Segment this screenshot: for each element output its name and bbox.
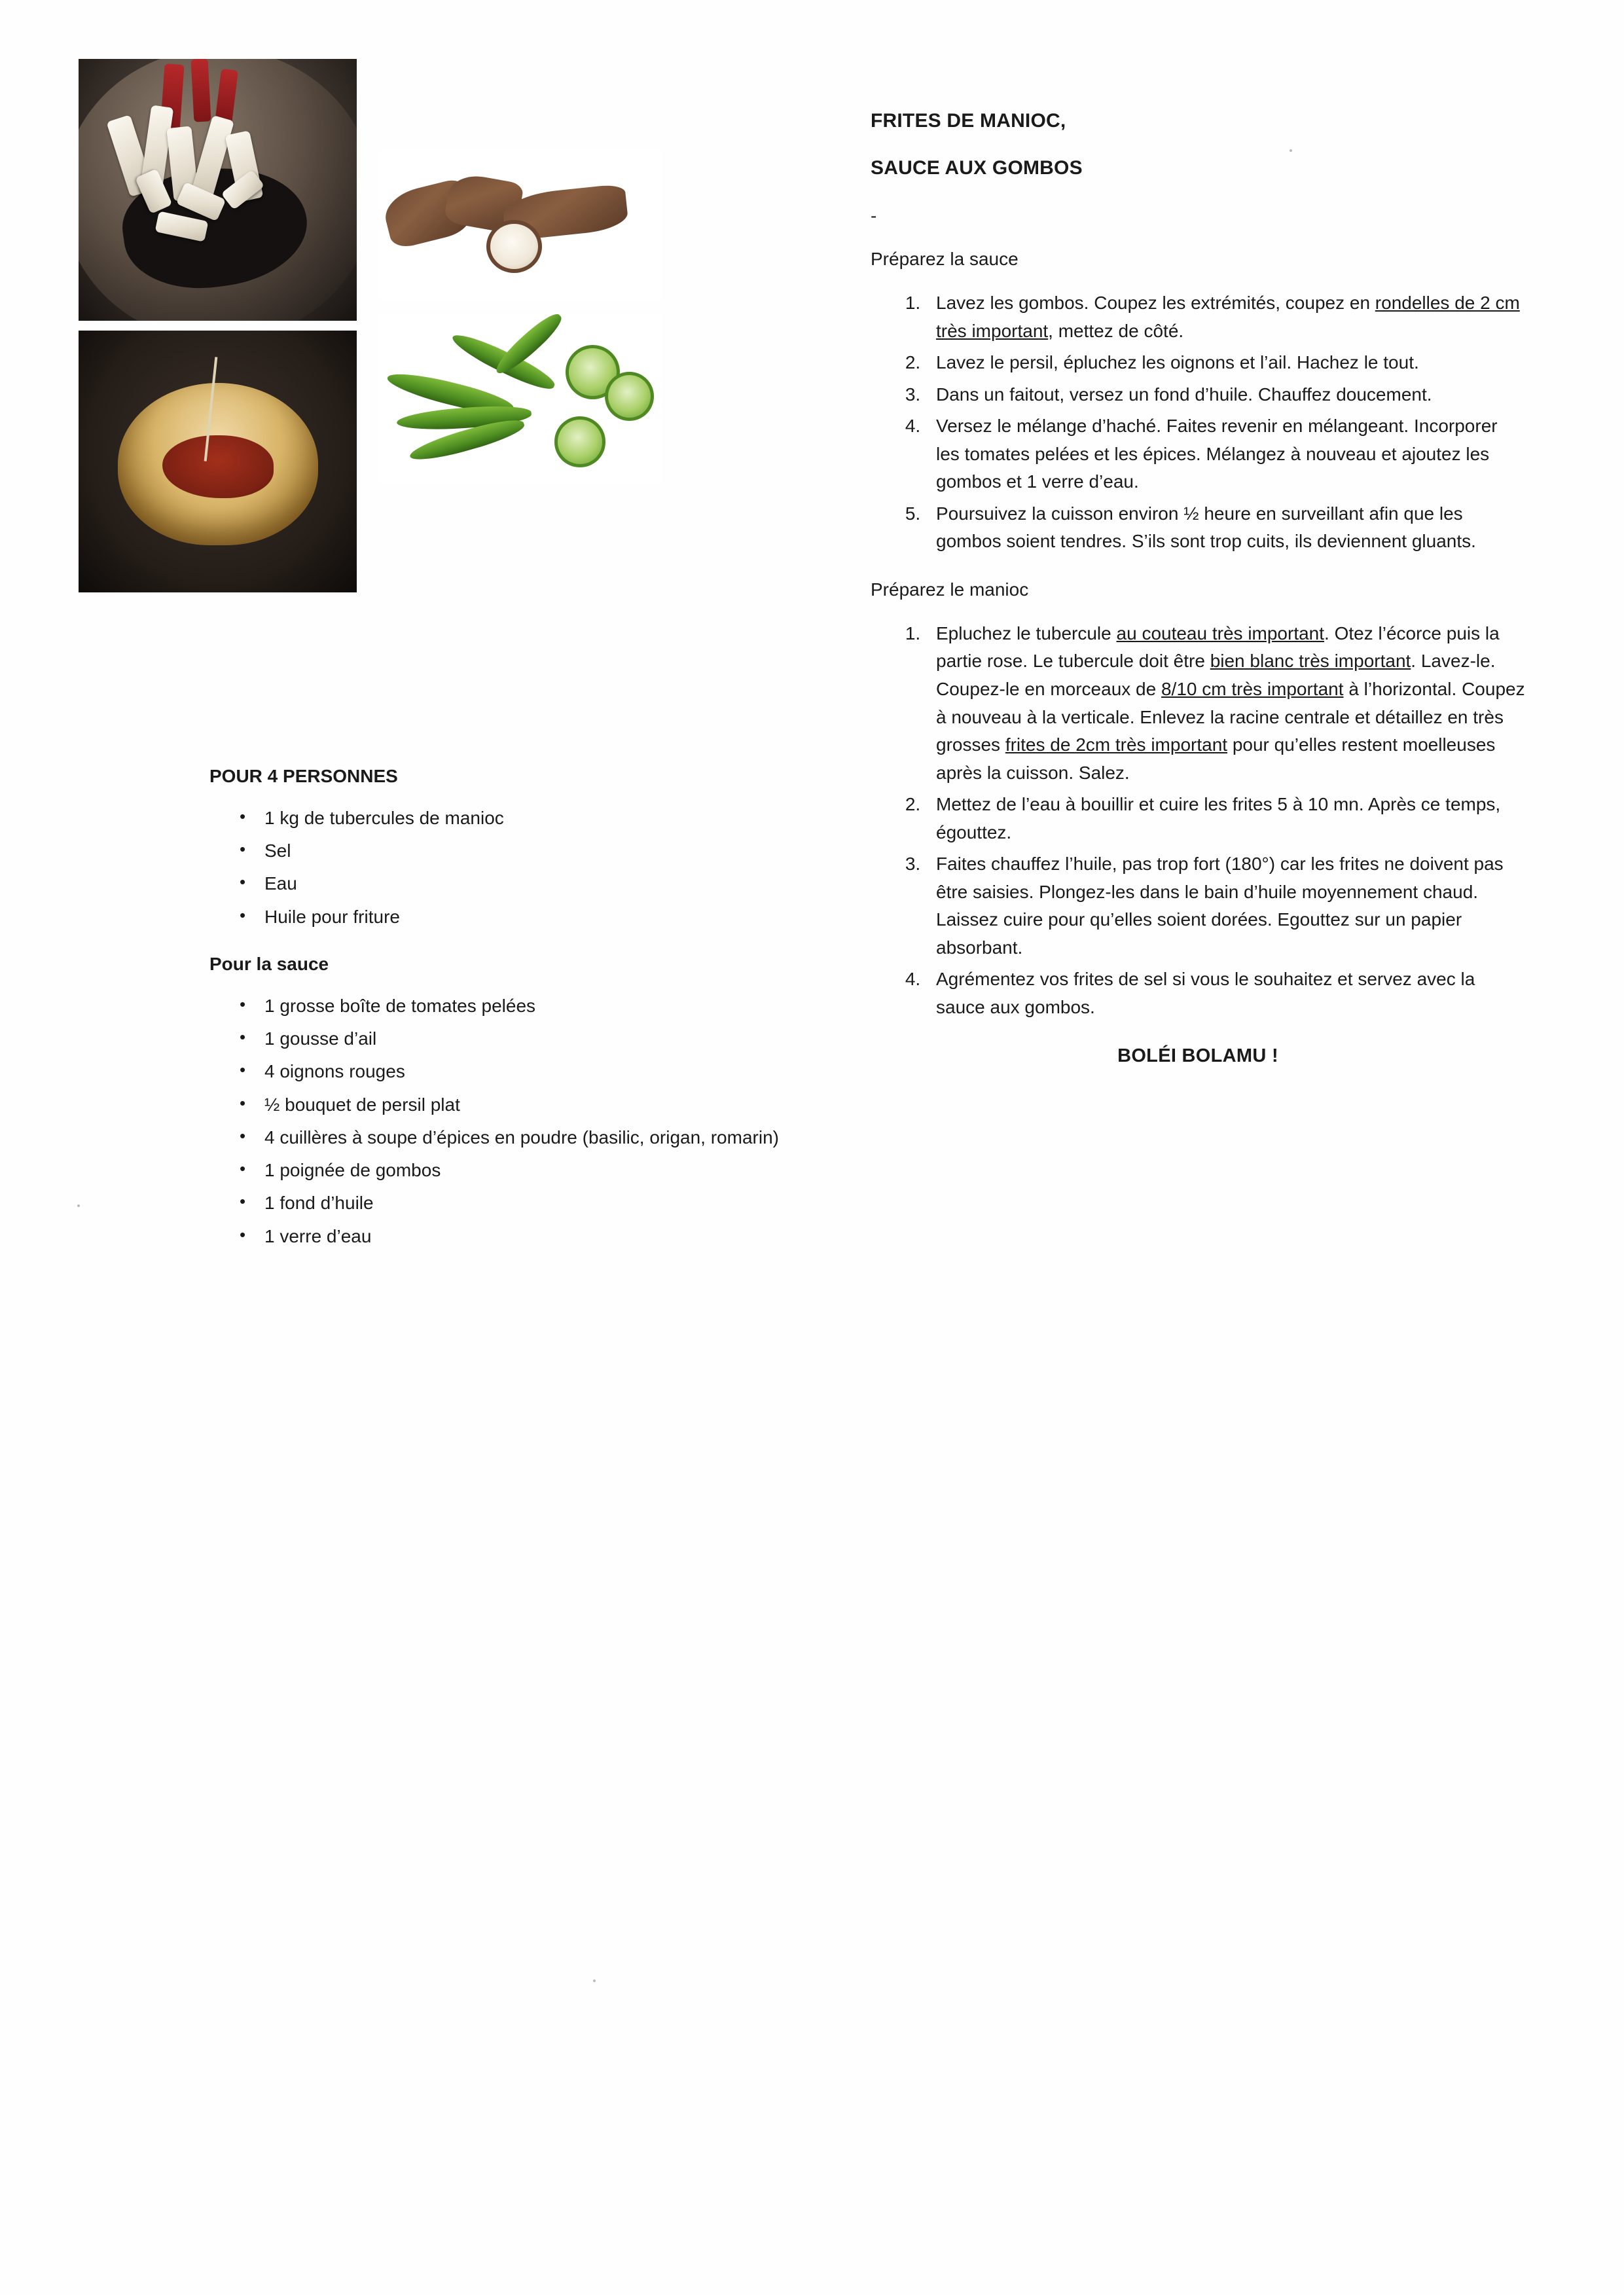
closing-line: BOLÉI BOLAMU ! bbox=[1117, 1045, 1278, 1066]
emphasis-underline: bien blanc très important bbox=[1210, 651, 1411, 672]
sauce-ingredient-item: • 4 oignons rouges bbox=[264, 1057, 831, 1086]
sauce-ingredient-item: • 1 fond d’huile bbox=[264, 1189, 831, 1218]
sauce-section-lead: Préparez la sauce bbox=[871, 249, 1019, 269]
emphasis-underline: rondelles de 2 cm très important bbox=[936, 293, 1520, 341]
sauce-step-item: 5. Poursuivez la cuisson environ ½ heure en surveillant afin que les gombos soient tendres. S’ils sont trop cuits, ils deviennent gluants. bbox=[926, 500, 1525, 556]
manioc-step-item: 1. Epluchez le tubercule au couteau très important. Otez l’écorce puis la partie rose. Le tubercule doit être bien blanc très important. Lavez-le. Coupez-le en morceaux de 8/10 cm très important à l’horizontal. Coupez à nouveau à la verticale. Enlevez la racine centrale et détaillez en très grosses frites de 2cm très important pour qu’elles restent moelleuses après la cuisson. Salez. bbox=[926, 620, 1525, 787]
sauce-step-item: 3. Dans un faitout, versez un fond d’huile. Chauffez doucement. bbox=[926, 381, 1525, 409]
title-divider-dash: - bbox=[871, 206, 877, 226]
sauce-step-item: 1. Lavez les gombos. Coupez les extrémités, coupez en rondelles de 2 cm très important, mettez de côté. bbox=[926, 289, 1525, 345]
photo-collage bbox=[72, 52, 779, 602]
ingredients-block bbox=[209, 766, 831, 1273]
sauce-ingredients-heading: Pour la sauce bbox=[209, 953, 329, 974]
emphasis-underline: au couteau très important bbox=[1116, 623, 1325, 643]
manioc-step-item: 2. Mettez de l’eau à bouillir et cuire les frites 5 à 10 mn. Après ce temps, égouttez. bbox=[926, 791, 1525, 846]
photo-cassava-fries-in-bowl bbox=[79, 59, 357, 321]
ingredient-item: • Sel bbox=[264, 837, 831, 865]
ingredient-item: • 1 kg de tubercules de manioc bbox=[264, 804, 831, 833]
recipe-title-line2: SAUCE AUX GOMBOS bbox=[871, 157, 1083, 179]
photo-sauce-in-glass-bowl bbox=[79, 331, 357, 592]
sauce-steps-list bbox=[871, 289, 1525, 556]
recipe-title-line1: FRITES DE MANIOC, bbox=[871, 110, 1066, 132]
right-column bbox=[871, 111, 1525, 1067]
left-column bbox=[72, 52, 831, 1246]
emphasis-underline: frites de 2cm très important bbox=[1005, 734, 1228, 755]
manioc-section-lead: Préparez le manioc bbox=[871, 579, 1029, 600]
ingredient-item: • Eau bbox=[264, 869, 831, 898]
main-ingredients-list bbox=[209, 804, 831, 931]
sauce-ingredient-item: • 1 verre d’eau bbox=[264, 1222, 831, 1251]
manioc-step-item: 4. Agrémentez vos frites de sel si vous le souhaitez et servez avec la sauce aux gombos. bbox=[926, 966, 1525, 1021]
ingredient-item: • Huile pour friture bbox=[264, 903, 831, 931]
emphasis-underline: 8/10 cm très important bbox=[1161, 679, 1344, 700]
sauce-ingredient-item: • 1 grosse boîte de tomates pelées bbox=[264, 992, 831, 1021]
serves-heading: POUR 4 PERSONNES bbox=[209, 766, 398, 786]
sauce-ingredient-item: • ½ bouquet de persil plat bbox=[264, 1091, 831, 1119]
sauce-step-item: 2. Lavez le persil, épluchez les oignons et l’ail. Hachez le tout. bbox=[926, 349, 1525, 377]
photo-cassava-tuber-sliced bbox=[380, 151, 661, 301]
sauce-ingredients-list bbox=[209, 992, 831, 1251]
sauce-ingredient-item: • 1 poignée de gombos bbox=[264, 1156, 831, 1185]
photo-okra-pods-and-slices bbox=[380, 314, 661, 484]
sauce-ingredient-item: • 1 gousse d’ail bbox=[264, 1024, 831, 1053]
manioc-step-item: 3. Faites chauffez l’huile, pas trop fort (180°) car les frites ne doivent pas être saisies. Plongez-les dans le bain d’huile moyennement chaud. Laissez cuire pour qu’elles soient dorées. Egouttez sur un papier absorbant. bbox=[926, 850, 1525, 962]
sauce-ingredient-item: • 4 cuillères à soupe d’épices en poudre (basilic, origan, romarin) bbox=[264, 1123, 831, 1152]
sauce-step-item: 4. Versez le mélange d’haché. Faites revenir en mélangeant. Incorporer les tomates pelées et les épices. Mélangez à nouveau et ajoutez les gombos et 1 verre d’eau. bbox=[926, 412, 1525, 496]
manioc-steps-list bbox=[871, 620, 1525, 1022]
